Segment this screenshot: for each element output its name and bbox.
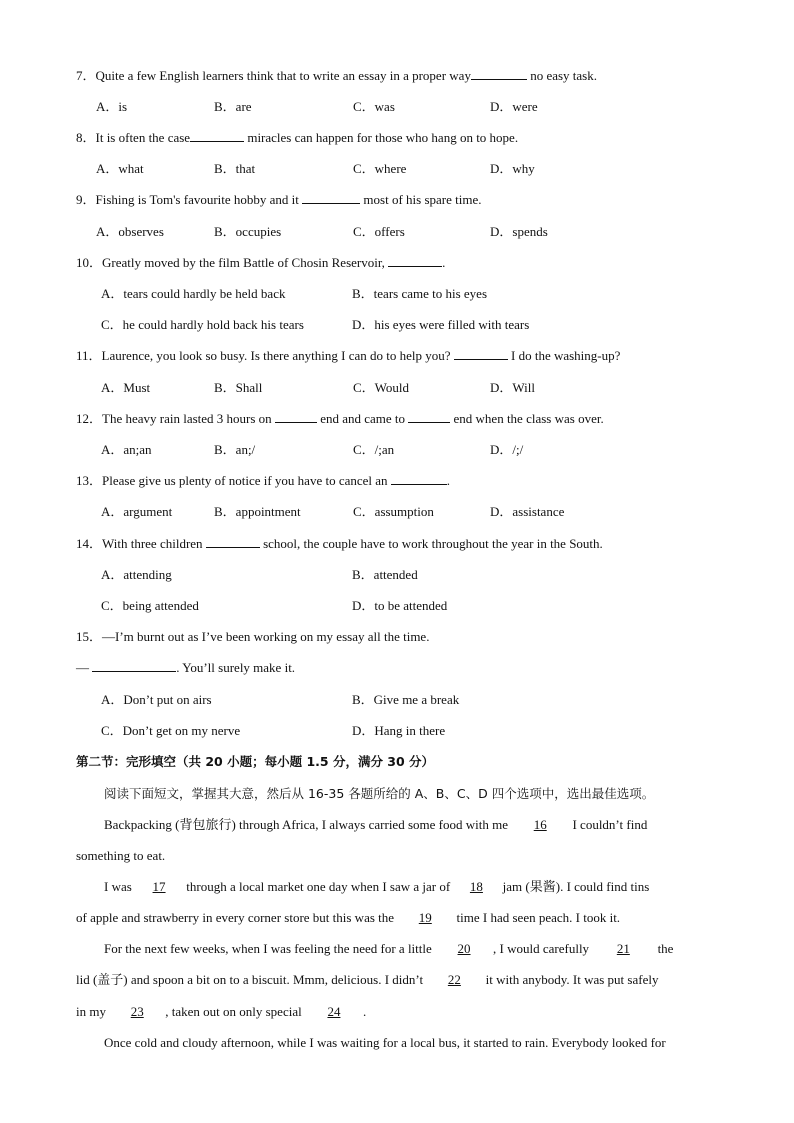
passage-line: I was 17 through a local market one day when I saw a jar of 18 jam (果酱). I could find tins	[104, 879, 650, 894]
option-b: B．attended	[352, 567, 418, 582]
question-stem: —	[76, 660, 93, 675]
option-b: B．occupies	[214, 224, 282, 239]
question-9	[76, 191, 794, 209]
answer-blank	[206, 535, 260, 548]
answer-blank	[190, 129, 244, 142]
question-stem: 13．Please give us plenty of notice if you have to cancel an	[76, 473, 391, 488]
question-15-reply	[76, 659, 794, 677]
question-13	[76, 472, 794, 490]
question-11	[76, 347, 794, 365]
option-c: C．being attended	[101, 598, 199, 613]
option-d: D．to be attended	[352, 598, 448, 613]
option-c: C．offers	[353, 224, 405, 239]
question-14	[76, 535, 794, 553]
question-15	[76, 628, 794, 646]
answer-blank	[92, 659, 176, 672]
passage-line: For the next few weeks, when I was feeling the need for a little 20 , I would carefully 21 the	[104, 941, 674, 956]
question-7	[76, 67, 794, 85]
option-b: B．that	[214, 161, 256, 176]
passage-line: in my 23 , taken out on only special 24 .	[76, 1004, 367, 1019]
cloze-blank-18: 18	[469, 879, 483, 894]
option-a: A．Don’t put on airs	[101, 692, 212, 707]
option-c: C．was	[353, 99, 395, 114]
passage-line: something to eat.	[76, 848, 166, 863]
passage-line: lid (盖子) and spoon a bit on to a biscuit. Mmm, delicious. I didn’t 22 it with anybody. It was put safely	[76, 972, 659, 987]
cloze-blank-24: 24	[327, 1004, 341, 1019]
option-a: A．what	[96, 161, 144, 176]
question-stem: 11．Laurence, you look so busy. Is there anything I can do to help you?	[76, 348, 454, 363]
question-stem: end and came to	[316, 411, 409, 426]
option-d: D．his eyes were filled with tears	[352, 317, 530, 332]
passage-line: Once cold and cloudy afternoon, while I was waiting for a local bus, it started to rain. Everybody looked for	[104, 1035, 666, 1050]
question-stem: .	[446, 473, 451, 488]
question-stem: . You’ll surely make it.	[176, 660, 296, 675]
question-stem: end when the class was over.	[450, 411, 604, 426]
answer-blank	[408, 410, 450, 423]
question-stem: no easy task.	[526, 68, 597, 83]
option-c: C．/;an	[353, 442, 395, 457]
option-c: C．Don’t get on my nerve	[101, 723, 241, 738]
option-d: D．Hang in there	[352, 723, 446, 738]
question-stem: .	[442, 255, 446, 270]
option-d: D．assistance	[490, 504, 565, 519]
option-b: B．tears came to his eyes	[352, 286, 488, 301]
option-c: C．Would	[353, 380, 410, 395]
option-a: A．an;an	[101, 442, 152, 457]
question-stem: 15．—I’m burnt out as I’ve been working on my essay all the time.	[76, 629, 430, 644]
option-b: B．Give me a break	[352, 692, 460, 707]
section-heading: 第二节：完形填空（共 20 小题；每小题 1.5 分，满分 30 分）	[76, 754, 435, 769]
question-stem: most of his spare time.	[360, 192, 482, 207]
question-stem: 7．Quite a few English learners think that to write an essay in a proper way	[76, 68, 471, 83]
section-instruction: 阅读下面短文，掌握其大意，然后从 16-35 各题所给的 A、B、C、D 四个选项中，选出最佳选项。	[104, 786, 655, 801]
cloze-blank-20: 20	[457, 941, 471, 956]
question-stem: 9．Fishing is Tom's favourite hobby and it	[76, 192, 303, 207]
option-b: B．are	[214, 99, 252, 114]
option-d: D．Will	[490, 380, 535, 395]
cloze-blank-17: 17	[152, 879, 166, 894]
question-stem: school, the couple have to work throughout the year in the South.	[259, 536, 603, 551]
option-c: C．he could hardly hold back his tears	[101, 317, 304, 332]
option-d: D．were	[490, 99, 538, 114]
answer-blank	[471, 67, 527, 80]
answer-blank	[454, 347, 508, 360]
option-c: C．where	[353, 161, 407, 176]
cloze-blank-19: 19	[418, 910, 432, 925]
cloze-blank-23: 23	[130, 1004, 144, 1019]
answer-blank	[388, 254, 442, 267]
cloze-blank-16: 16	[533, 817, 547, 832]
option-a: A．is	[96, 99, 128, 114]
option-a: A．tears could hardly be held back	[101, 286, 286, 301]
answer-blank	[302, 191, 360, 204]
passage-line: of apple and strawberry in every corner store but this was the 19 time I had seen peach. I took it.	[76, 910, 621, 925]
question-stem: 12．The heavy rain lasted 3 hours on	[76, 411, 275, 426]
option-d: D．spends	[490, 224, 548, 239]
question-stem: 10．Greatly moved by the film Battle of Chosin Reservoir,	[76, 255, 389, 270]
question-stem: 14．With three children	[76, 536, 206, 551]
question-10	[76, 254, 794, 272]
question-stem: 8．It is often the case	[76, 130, 191, 145]
question-8	[76, 129, 794, 147]
answer-blank	[275, 410, 317, 423]
option-d: D．why	[490, 161, 535, 176]
option-b: B．an;/	[214, 442, 256, 457]
option-a: A．observes	[96, 224, 164, 239]
question-stem: I do the washing-up?	[507, 348, 621, 363]
option-a: A．attending	[101, 567, 172, 582]
cloze-blank-22: 22	[447, 972, 461, 987]
answer-blank	[391, 472, 447, 485]
passage-line: Backpacking (背包旅行) through Africa, I always carried some food with me 16 I couldn’t find	[104, 817, 648, 832]
option-b: B．appointment	[214, 504, 301, 519]
option-d: D．/;/	[490, 442, 524, 457]
option-a: A．Must	[101, 380, 151, 395]
cloze-blank-21: 21	[616, 941, 630, 956]
option-c: C．assumption	[353, 504, 434, 519]
question-12	[76, 410, 794, 428]
option-a: A．argument	[101, 504, 173, 519]
option-b: B．Shall	[214, 380, 263, 395]
question-stem: miracles can happen for those who hang on to hope.	[244, 130, 519, 145]
